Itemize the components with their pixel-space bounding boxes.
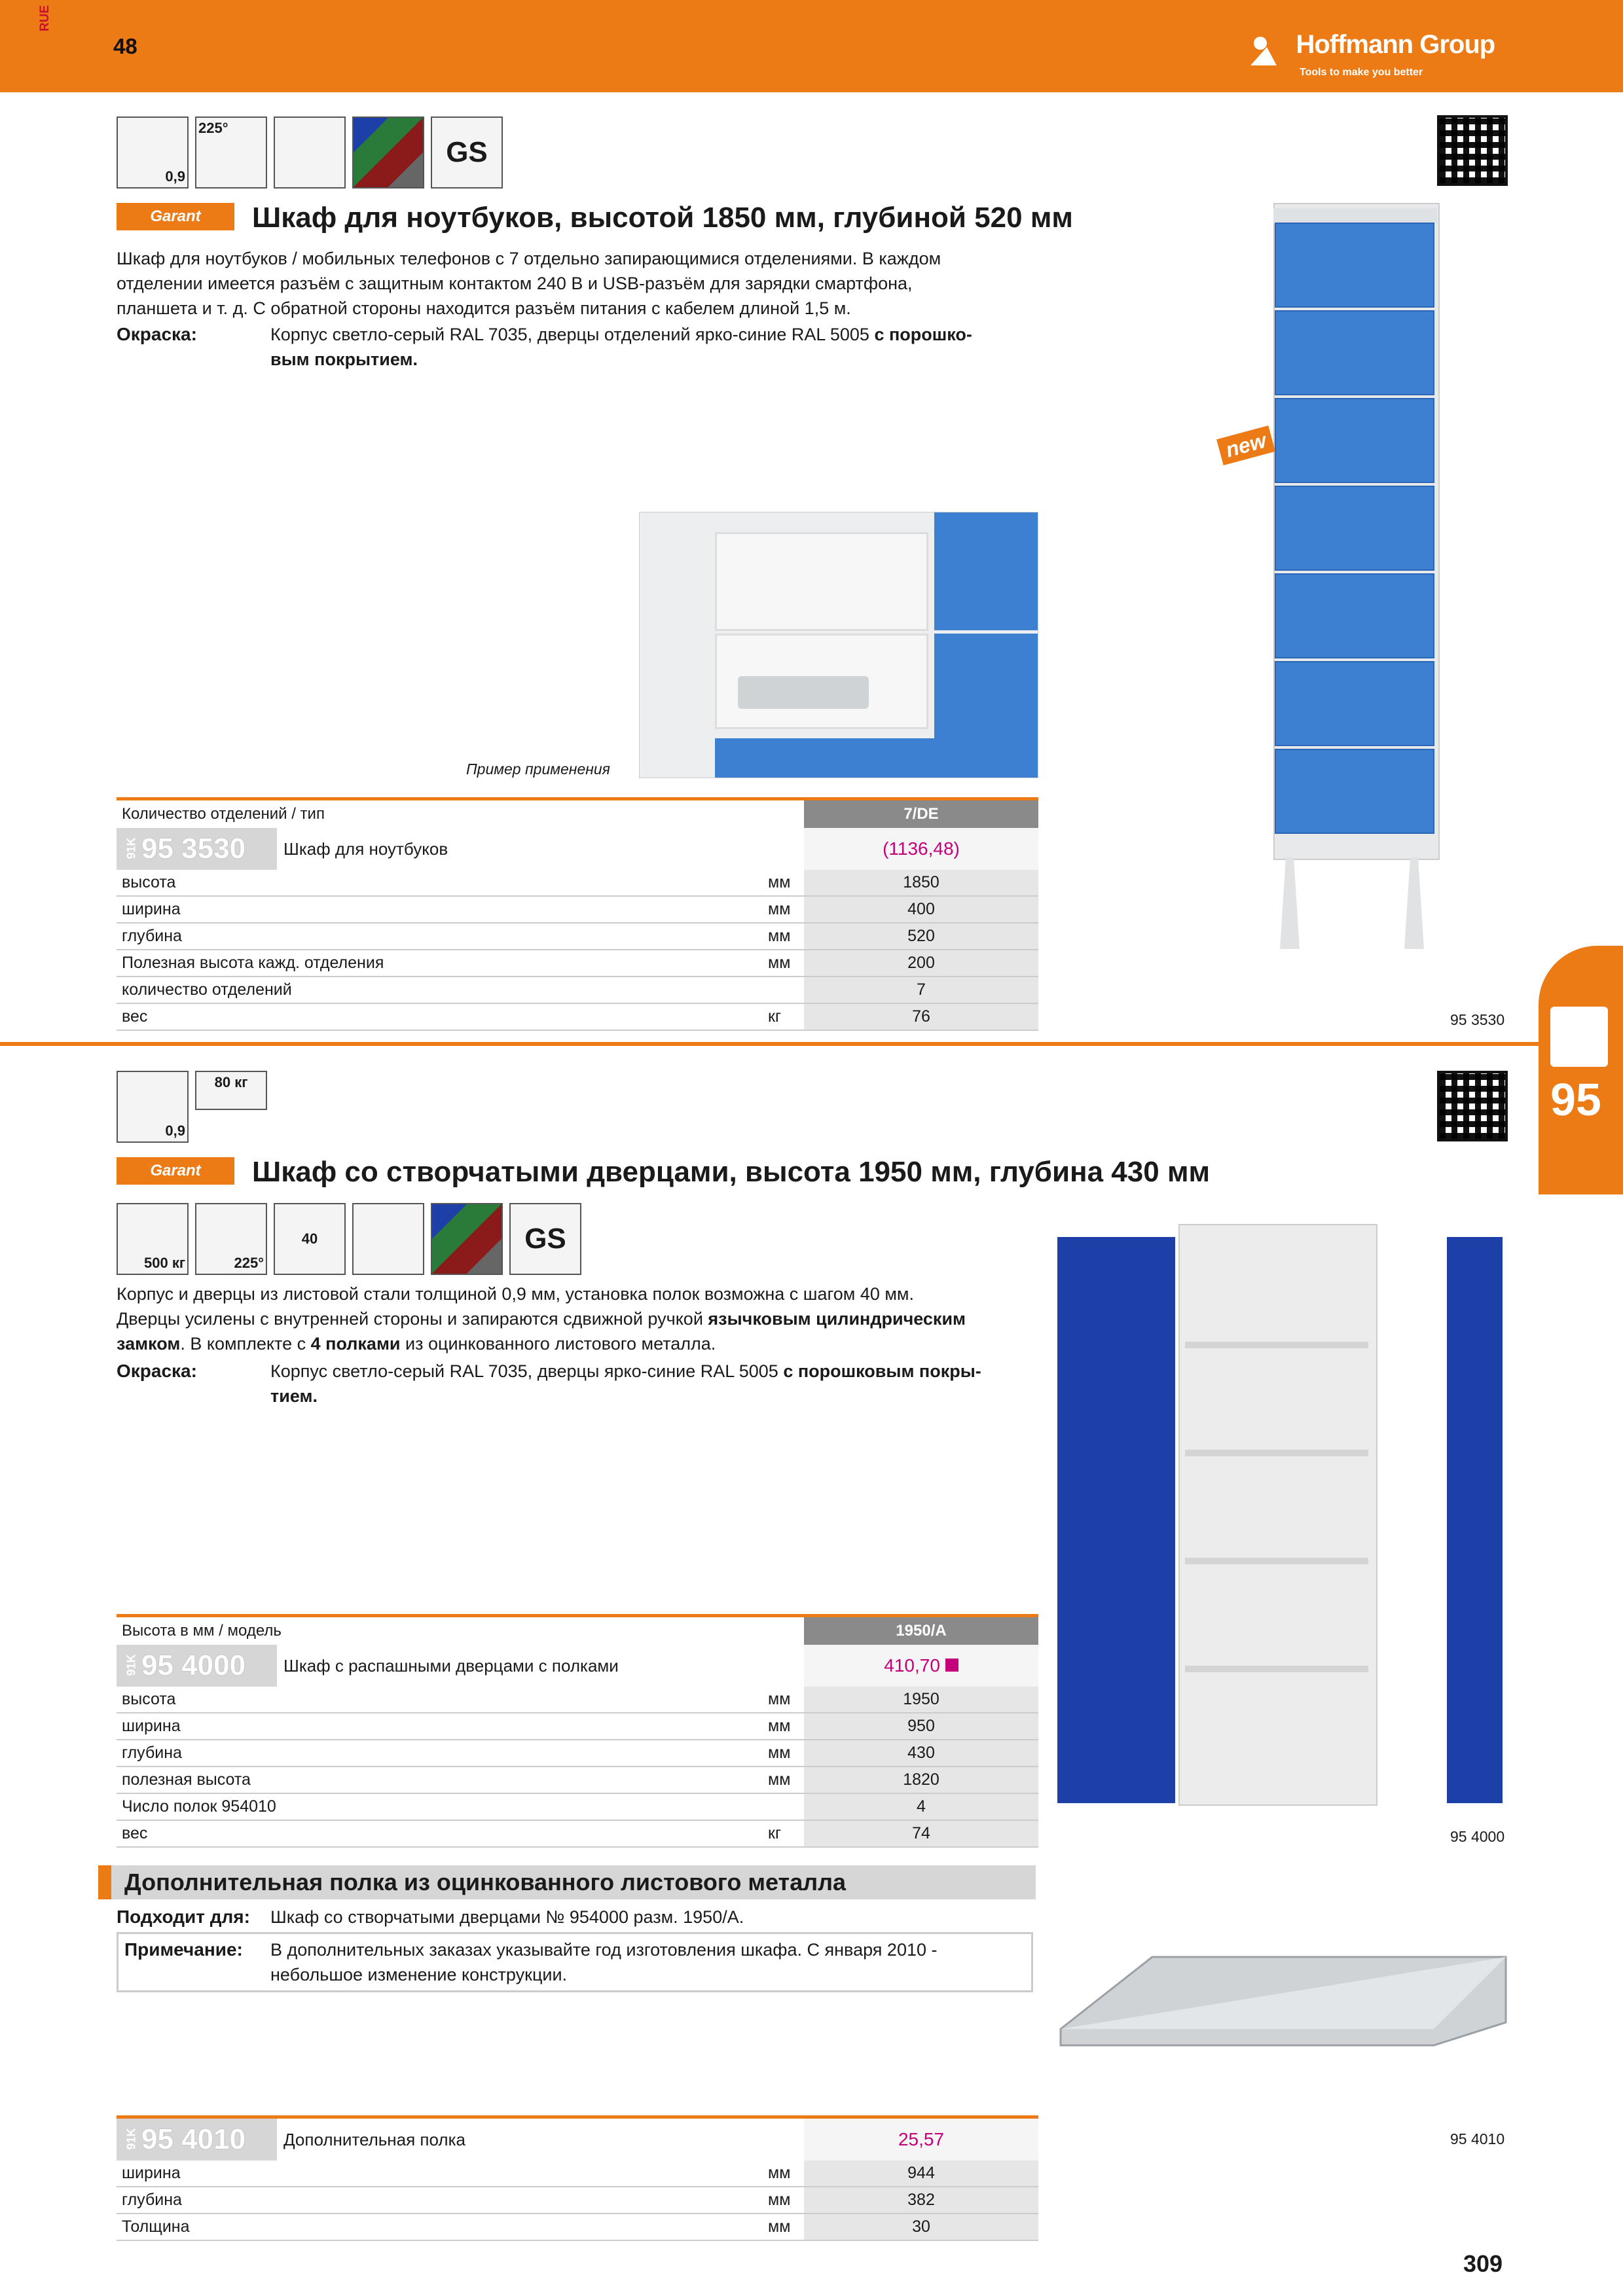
door-angle-icon: 225° <box>195 1203 267 1275</box>
cabinet-door-right <box>1447 1237 1503 1803</box>
paint-info: Окраска: Корпус светло-серый RAL 7035, дверцы отделений ярко-синие RAL 5005 с порошко- вым покрытием. <box>117 324 972 369</box>
fits-info: Подходит для: Шкаф со створчатыми дверцами № 954000 разм. 1950/A. <box>117 1907 744 1927</box>
product-row[interactable]: 91K 95 3530 Шкаф для ноутбуков (1136,48) <box>117 828 1038 870</box>
table-header: Высота в мм / модель 1950/A <box>117 1614 1038 1645</box>
locker-door <box>1275 310 1434 395</box>
feature-icons-top <box>117 1071 267 1143</box>
gs-certification-icon: GS <box>509 1203 581 1275</box>
locker-door <box>1275 223 1434 308</box>
locker-door <box>1275 749 1434 834</box>
table-row: вес кг 76 <box>117 1004 1038 1031</box>
cabinet-door-left <box>1057 1237 1175 1803</box>
table-row: ширина мм 950 <box>117 1713 1038 1740</box>
price: (1136,48) <box>804 828 1038 870</box>
garant-logo: Garant <box>117 203 234 230</box>
lock-key-icon <box>352 1203 424 1275</box>
table-row: глубина мм 430 <box>117 1740 1038 1767</box>
brand-name: Hoffmann Group <box>1296 30 1495 59</box>
hoffmann-logo-icon <box>1247 34 1293 67</box>
color-swatch-icon <box>352 117 424 188</box>
page-number: 309 <box>1463 2250 1503 2277</box>
sheet-thickness-icon: 0,9 <box>117 117 189 188</box>
image-code: 95 3530 <box>1450 1011 1505 1028</box>
paint-info: Окраска: Корпус светло-серый RAL 7035, дверцы ярко-синие RAL 5005 с порошковым покры- тием. <box>117 1361 981 1406</box>
door-angle-icon: 225° <box>195 117 267 188</box>
product-table <box>117 2115 1038 2241</box>
table-row: Число полок 954010 4 <box>117 1794 1038 1821</box>
qr-code-icon[interactable] <box>1437 115 1508 186</box>
table-row: полезная высота мм 1820 <box>117 1767 1038 1794</box>
brand-tagline: Tools to make you better <box>1300 66 1423 78</box>
section-divider <box>0 1042 1539 1046</box>
table-row: глубина мм 520 <box>117 924 1038 950</box>
color-swatch-icon <box>431 1203 503 1275</box>
price: 410,70 <box>804 1645 1038 1687</box>
locker-door <box>1275 486 1434 571</box>
article-number: 95 3530 <box>141 833 246 865</box>
table-row: Толщина мм 30 <box>117 2214 1038 2241</box>
side-label: RUE <box>38 5 52 31</box>
section-title: Дополнительная полка из оцинкованного листового металла <box>98 1865 1036 1899</box>
page-number-top: 48 <box>113 34 137 58</box>
qr-code-icon[interactable] <box>1437 1071 1508 1141</box>
application-photo <box>639 512 1038 778</box>
table-row: вес кг 74 <box>117 1821 1038 1848</box>
article-number: 95 4000 <box>141 1649 246 1681</box>
cabinet-icon <box>1550 1007 1608 1067</box>
product-row[interactable]: 91K 95 4010 Дополнительная полка 25,57 <box>117 2119 1038 2161</box>
application-caption: Пример применения <box>466 761 610 778</box>
product-table <box>117 1614 1038 1848</box>
table-header: Количество отделений / тип 7/DE <box>117 797 1038 828</box>
price-marker-icon <box>945 1659 958 1672</box>
price: 25,57 <box>804 2119 1038 2161</box>
lock-key-icon <box>274 117 346 188</box>
shelf-pitch-icon: 40 <box>274 1203 346 1275</box>
feature-icons <box>117 117 503 188</box>
garant-logo: Garant <box>117 1157 234 1185</box>
product-row[interactable]: 91K 95 4000 Шкаф с распашными дверцами с полками 410,70 <box>117 1645 1038 1687</box>
image-code: 95 4000 <box>1450 1828 1505 1845</box>
product-title: Шкаф со створчатыми дверцами, высота 1950 мм, глубина 430 мм <box>252 1156 1211 1188</box>
table-row: количество отделений 7 <box>117 977 1038 1004</box>
locker-door <box>1275 661 1434 746</box>
table-row: высота мм 1850 <box>117 870 1038 897</box>
table-row: Полезная высота кажд. отделения мм 200 <box>117 950 1038 977</box>
product-description: Корпус и дверцы из листовой стали толщиной 0,9 мм, установка полок возможна с шагом 40 мм. Дверцы усилены с внутренней стороны и запираются сдвижной ручкой язычковым цилиндрическим замком. В комплекте с 4 полками из оцинкованного листового металла. <box>117 1284 966 1354</box>
load-capacity-icon: 500 кг <box>117 1203 189 1275</box>
locker-door <box>1275 573 1434 658</box>
new-badge: new <box>1216 425 1275 465</box>
article-number: 95 4010 <box>141 2123 246 2155</box>
table-row: ширина мм 944 <box>117 2161 1038 2187</box>
chapter-number: 95 <box>1550 1074 1601 1125</box>
chapter-tab[interactable] <box>1539 946 1623 1194</box>
product-table <box>117 797 1038 1031</box>
product-title: Шкаф для ноутбуков, высотой 1850 мм, глубиной 520 мм <box>252 202 1073 234</box>
locker-image <box>1273 203 1444 1008</box>
shelf-load-icon: 80 кг <box>195 1071 267 1110</box>
gs-certification-icon: GS <box>431 117 503 188</box>
table-row: ширина мм 400 <box>117 897 1038 924</box>
table-row: высота мм 1950 <box>117 1687 1038 1713</box>
brand-logo <box>1247 30 1495 79</box>
note-info: Примечание: В дополнительных заказах указывайте год изготовления шкафа. С января 2010 - небольшое изменение конструкции. <box>124 1939 938 1984</box>
feature-icons <box>117 1203 581 1275</box>
product-description: Шкаф для ноутбуков / мобильных телефонов с 7 отдельно запирающимися отделениями. В каждом отделении имеется разъём с защитным контактом 240 В и USB-разъём для зарядки смартфона, планшета и т. д. С обратной стороны находится разъём питания с кабелем длиной 1,5 м. <box>117 249 941 318</box>
sheet-thickness-icon: 0,9 <box>117 1071 189 1143</box>
shelf-image <box>1054 1950 1512 2062</box>
image-code: 95 4010 <box>1450 2130 1505 2147</box>
table-row: глубина мм 382 <box>117 2187 1038 2214</box>
cabinet-image <box>1057 1224 1503 1806</box>
locker-door <box>1275 398 1434 483</box>
